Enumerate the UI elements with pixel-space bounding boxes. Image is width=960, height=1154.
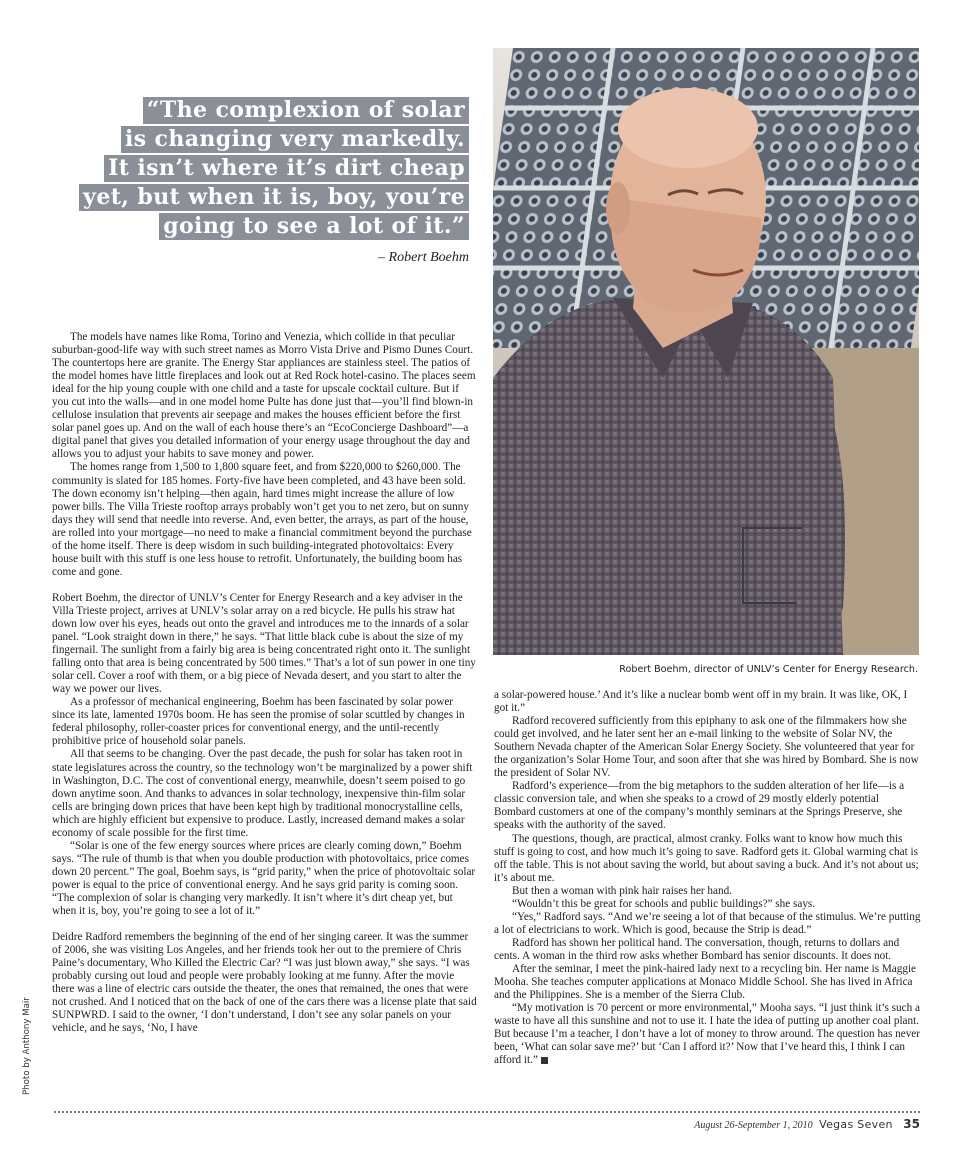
pull-quote-line: going to see a lot of it.” xyxy=(159,213,469,240)
issue-dates: August 26-September 1, 2010 xyxy=(694,1120,813,1131)
article-closing-text: “My motivation is 70 percent or more environmental,” Mooha says. “I just think it’s such a waste to have all this sunshine and not to use it. I hate the idea of putting up another coal plant. But because I’m a teacher, I don’t have a lot of money to throw around. The question has never been, ‘What can solar save me?’ but ‘Can I afford it?’ Now that I’ve heard this, I think I can afford it.” xyxy=(494,1002,920,1067)
article-column-right xyxy=(494,689,922,1067)
article-paragraph: Radford’s experience—from the big metaphors to the sudden alteration of her life—is a classic conversion tale, and when she speaks to a crowd of 29 mostly elderly potential Bombard customers at one of the company’s monthly seminars at the Springs Preserve, she speaks with the authority of the saved. xyxy=(494,780,905,832)
pull-quote-attribution: – Robert Boehm xyxy=(378,250,469,265)
pull-quote-line: It isn’t where it’s dirt cheap xyxy=(104,155,469,182)
page-footer xyxy=(694,1117,920,1131)
article-column-left xyxy=(52,331,478,1035)
article-paragraph: All that seems to be changing. Over the past decade, the push for solar has taken root in state legislatures across the country, so the technology won’t be marginalized by a power shift in Washington, D.C. The cost of conventional energy, meanwhile, doesn’t seem poised to go down anytime soon. And thanks to advances in solar technology, inexpensive thin-film solar cells are bringing down prices that have been kept high by traditional monocrystalline cells, which are highly efficient but expensive to produce. Lastly, increased demand makes a solar economy of scale possible for the first time. xyxy=(52,748,473,839)
article-paragraph: The questions, though, are practical, almost cranky. Folks want to know how much this stuff is going to cost, and how much it’s going to save. Radford gets it. Global warming chat is off the table. This is not about saving the world, but about saving a buck. And it’s not about us; it’s about me. xyxy=(494,832,919,884)
article-paragraph: Radford has shown her political hand. The conversation, though, returns to dollars and cents. A woman in the third row asks whether Bombard has senior discounts. It does not. xyxy=(494,936,900,962)
end-mark-icon xyxy=(541,1057,548,1064)
pull-quote-line: is changing very markedly. xyxy=(121,126,469,153)
article-paragraph: Deidre Radford remembers the beginning of the end of her singing career. It was the summer of 2006, she was visiting Los Angeles, and her friends took her out to the premiere of Chris Paine’s documentary, Who Killed the Electric Car? “I was just blown away,” she says. “I was probably cursing out loud and people were probably looking at me funny. After the movie there was a line of electric cars outside the theater, the ones that remained, the ones that were not crushed. And I noticed that on the back of one of the cars there was a license plate that said SUNPWRD. I said to the owner, ‘I don’t understand, I don’t see any solar panels on your vehicle, and he says, ‘No, I have xyxy=(52,931,477,1035)
pull-quote-line: “The complexion of solar xyxy=(143,97,469,124)
footer-divider xyxy=(54,1111,920,1113)
photo-credit: Photo by Anthony Mair xyxy=(22,997,32,1095)
article-paragraph xyxy=(494,1002,922,1067)
portrait-photo xyxy=(493,48,919,655)
article-paragraph: “Yes,” Radford says. “And we’re seeing a lot of that because of the stimulus. We’re putting a lot of electricians to work. Which is good, because the Strip is dead.” xyxy=(494,910,921,936)
article-paragraph: Radford recovered sufficiently from this epiphany to ask one of the filmmakers how she could get involved, and he later sent her an e-mail linking to the website of Solar NV, the Southern Nevada chapter of the American Solar Energy Society. She volunteered that year for the organization’s Solar Home Tour, and soon after that she was hired by Bombard. She is now the president of Solar NV. xyxy=(494,715,919,780)
page-number: 35 xyxy=(903,1117,920,1131)
article-paragraph: After the seminar, I meet the pink-haired lady next to a recycling bin. Her name is Maggie Mooha. She teaches computer applications at Monaco Middle School. She has lived in Africa and the Philippines. She is a member of the Sierra Club. xyxy=(494,962,917,1002)
article-paragraph: The homes range from 1,500 to 1,800 square feet, and from $220,000 to $260,000. The community is slated for 185 homes. Forty-five have been completed, and 43 have been sold. The down economy isn’t helping—then again, hard times might increase the allure of low power bills. The Villa Trieste rooftop arrays probably won’t get you to net zero, but on sunny days they will send that needle into reverse. And, even better, the arrays, as part of the house, are rolled into your mortgage—no need to make a financial commitment beyond the purchase of the home itself. There is deep wisdom in such building-integrated photovoltaics: Every house built with this stuff is one less house to retrofit. Unfortunately, the building boom has come and gone. xyxy=(52,461,472,578)
pull-quote xyxy=(79,97,469,266)
portrait-illustration xyxy=(493,48,919,655)
photo-caption: Robert Boehm, director of UNLV’s Center for Energy Research. xyxy=(619,664,918,675)
magazine-name: Vegas Seven xyxy=(819,1118,893,1131)
article-paragraph: “Solar is one of the few energy sources where prices are clearly coming down,” Boehm says. “The rule of thumb is that when you double production with photovoltaics, price comes down 20 percent.” The goal, Boehm says, is “grid parity,” when the price of photovoltaic solar power is equal to the price of conventional energy. And he says grid parity is coming soon. “The complexion of solar is changing very markedly. It isn’t where it’s dirt cheap yet, but when it is, boy, you’re going to see a lot of it.” xyxy=(52,839,476,918)
article-paragraph: But then a woman with pink hair raises her hand. xyxy=(512,884,732,897)
article-paragraph: “Wouldn’t this be great for schools and public buildings?” she says. xyxy=(512,897,816,910)
article-paragraph: As a professor of mechanical engineering, Boehm has been fascinated by solar power since its late, lamented 1970s boom. He has seen the promise of solar scuttled by changes in federal philosophy, roller-coaster prices for conventional energy, and the until-recently prohibitive price of household solar panels. xyxy=(52,696,465,748)
article-paragraph: a solar-powered house.’ And it’s like a nuclear bomb went off in my brain. It was like, OK, I got it.” xyxy=(494,689,908,715)
article-paragraph: The models have names like Roma, Torino and Venezia, which collide in that peculiar suburban-good-life way with such street names as Morro Vista Drive and Pismo Dunes Court. The countertops here are granite. The Energy Star appliances are stainless steel. The patios of the model homes have little fireplaces and look out at Red Rock hotel-casino. The places seem ideal for the hip young couple with one child and a taste for upscale cocktail culture. But if you cut into the walls—and in one model home Pulte has done just that—you’ll find blown-in cellulose insulation that prevents air seepage and makes the houses efficient before the first solar panel goes up. And on the wall of each house there’s an “EcoConcierge Dashboard”—a digital panel that gives you detailed information of your energy usage throughout the day and allows you to adjust your habits to save money and power. xyxy=(52,331,476,461)
article-paragraph: Robert Boehm, the director of UNLV’s Center for Energy Research and a key adviser in the Villa Trieste project, arrives at UNLV’s solar array on a red bicycle. He pulls his straw hat down low over his eyes, heads out onto the gravel and introduces me to the innards of a solar panel. “Look straight down in there,” he says. “That little black cube is about the size of my fingernail. The sunlight from a fairly big area is being concentrated right onto it. The sunlight falling onto that area is being concentrated by 500 times.” That’s a lot of sun power in one tiny solar cell. Cover a roof with them, or a big piece of Nevada desert, and you start to alter the way we power our lives. xyxy=(52,591,476,696)
pull-quote-line: yet, but when it is, boy, you’re xyxy=(79,184,469,211)
